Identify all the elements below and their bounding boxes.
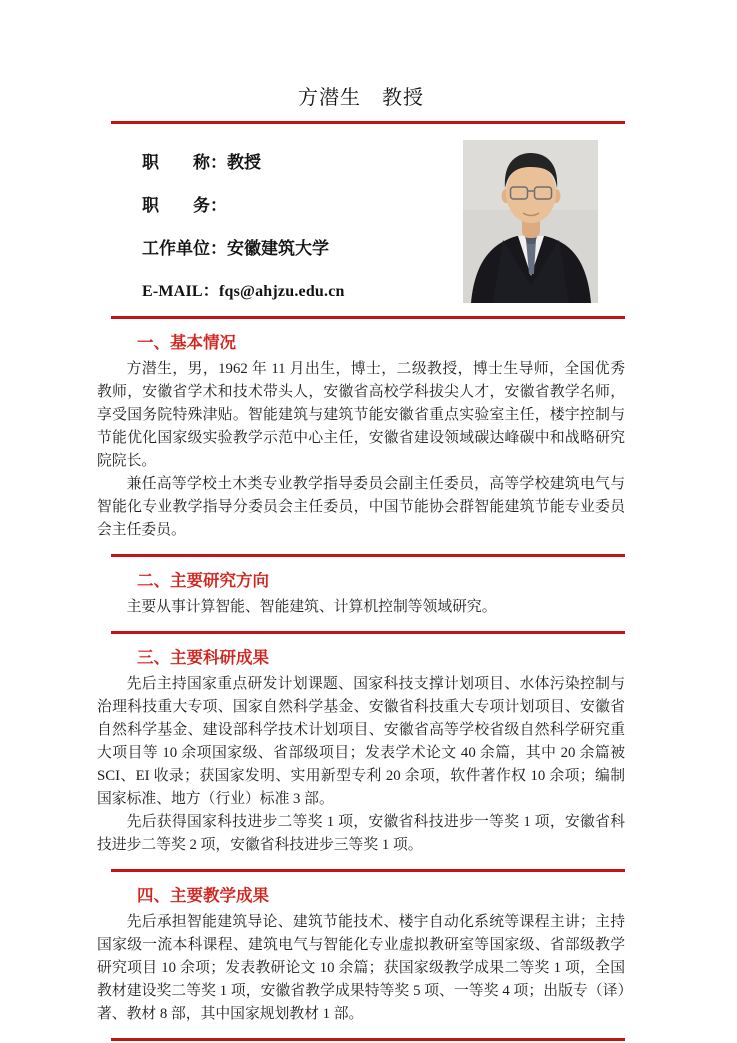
document-page: [97, 0, 625, 1041]
field-employer-value: 安徽建筑大学: [227, 239, 329, 258]
section-divider: [111, 316, 625, 319]
section-paragraph: 主要从事计算智能、智能建筑、计算机控制等领域研究。: [126, 599, 497, 615]
section-heading: 一、基本情况: [137, 334, 236, 352]
field-title-label: 职 称：: [142, 153, 227, 172]
section-paragraph: 先后主持国家重点研发计划课题、国家科技支撑计划项目、水体污染控制与治理科技重大专项、国家自然科学基金、安徽省科技重大专项计划项目、安徽省自然科学基金、建设部科学技术计划项目、安徽省高等学校省级自然科学研究重大项目等 10 余项国家级、省部级项目；发表学术论文 40 余篇，其中 20 余篇被 SCI、EI 收录；获国家发明、实用新型专利 20 余项，软件著作权 10 余项；编制国家标准、地方（行业）标准 3 部。: [97, 676, 625, 807]
section-divider: [111, 554, 625, 557]
bottom-divider: [111, 1038, 625, 1041]
section-research-achievements: [97, 650, 625, 857]
section-research-directions: [97, 573, 625, 619]
section-heading: 二、主要研究方向: [137, 572, 269, 590]
section-divider: [111, 869, 625, 872]
title-divider: [111, 121, 625, 124]
field-employer-label: 工作单位：: [142, 239, 227, 258]
profile-header: [97, 140, 625, 304]
portrait-photo-icon: [463, 140, 598, 303]
section-paragraph: 先后获得国家科技进步二等奖 1 项，安徽省科技进步一等奖 1 项，安徽省科技进步二等奖 2 项，安徽省科技进步三等奖 1 项。: [97, 814, 625, 853]
section-paragraph: 先后承担智能建筑导论、建筑节能技术、楼宇自动化系统等课程主讲；主持国家级一流本科课程、建筑电气与智能化专业虚拟教研室等国家级、省部级教学研究项目 10 余项；发表教研论文 10 余篇；获国家级教学成果二等奖 1 项，全国教材建设奖二等奖 1 项，安徽省教学成果特等奖 5 项、一等奖 4 项；出版专（译）著、教材 8 部，其中国家规划教材 1 部。: [97, 914, 625, 1022]
field-title-value: 教授: [227, 153, 261, 172]
section-heading: 三、主要科研成果: [137, 649, 269, 667]
section-basic-info: [97, 335, 625, 542]
section-paragraph: 兼任高等学校土木类专业教学指导委员会副主任委员，高等学校建筑电气与智能化专业教学指导分委员会主任委员，中国节能协会群智能建筑节能专业委员会主任委员。: [97, 476, 625, 538]
section-teaching-achievements: [97, 888, 625, 1026]
field-position-label: 职 务：: [142, 196, 227, 215]
field-email-label: E-MAIL：: [142, 283, 219, 300]
page-title: 方潜生 教授: [298, 87, 424, 109]
section-divider: [111, 631, 625, 634]
field-email-value: fqs@ahjzu.edu.cn: [218, 283, 345, 300]
section-paragraph: 方潜生，男，1962 年 11 月出生，博士，二级教授，博士生导师，全国优秀教师，安徽省学术和技术带头人，安徽省高校学科拔尖人才，安徽省教学名师，享受国务院特殊津贴。智能建筑与建筑节能安徽省重点实验室主任，楼宇控制与节能优化国家级实验教学示范中心主任，安徽省建设领域碳达峰碳中和战略研究院院长。: [97, 361, 625, 469]
section-heading: 四、主要教学成果: [137, 887, 269, 905]
profile-photo: [463, 140, 598, 303]
